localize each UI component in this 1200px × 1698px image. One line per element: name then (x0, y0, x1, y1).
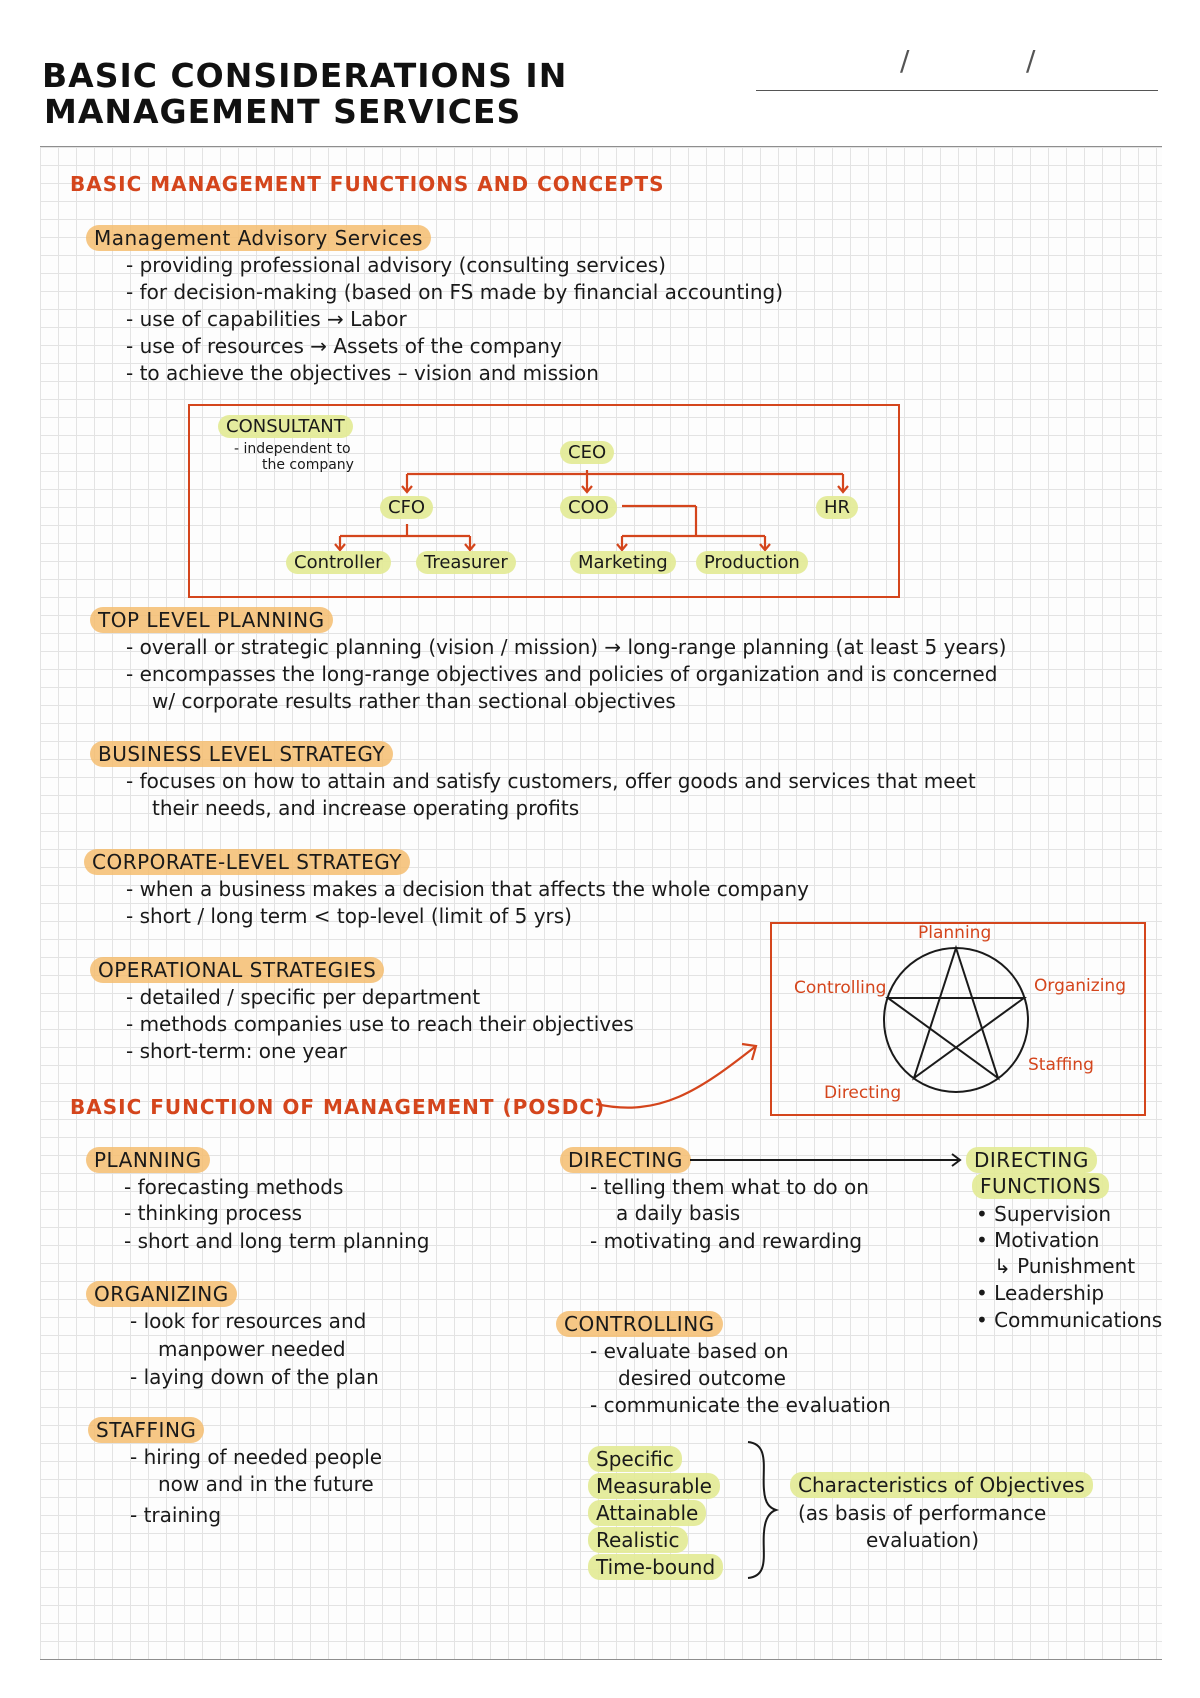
page-title-line-1: BASIC CONSIDERATIONS IN (42, 56, 568, 95)
directing-heading-text: DIRECTING (560, 1147, 691, 1173)
star-label-controlling: Controlling (794, 978, 887, 998)
directing-function-3: • Leadership (976, 1281, 1105, 1305)
controlling-heading-text: CONTROLLING (556, 1311, 723, 1337)
directing-line-2: a daily basis (616, 1201, 741, 1225)
org-consultant-label: CONSULTANT (218, 415, 353, 438)
corporate-level-line-1: - when a business makes a decision that affects the whole company (126, 877, 809, 901)
smart-attainable-text: Attainable (588, 1500, 706, 1526)
staffing-line-1: - hiring of needed people (130, 1445, 383, 1469)
org-hr-label: HR (816, 496, 858, 519)
mas-item-4: - use of resources → Assets of the company (126, 334, 562, 358)
mas-item-5: - to achieve the objectives – vision and mission (126, 361, 599, 385)
top-level-heading-text: TOP LEVEL PLANNING (90, 607, 333, 633)
top-level-line-2: - encompasses the long-range objectives and policies of organization and is concerned (126, 662, 998, 686)
planning-line-1: - forecasting methods (124, 1175, 344, 1199)
controlling-line-2: desired outcome (618, 1366, 786, 1390)
smart-realistic-text: Realistic (588, 1527, 688, 1553)
corporate-level-heading-text: CORPORATE-LEVEL STRATEGY (84, 849, 410, 875)
consultant-note-1: - independent to (234, 441, 351, 457)
mas-item-2: - for decision-making (based on FS made by financial accounting) (126, 280, 784, 304)
date-slash-1: / (900, 44, 910, 77)
smart-measurable-text: Measurable (588, 1473, 720, 1499)
consultant-note-2: the company (262, 457, 354, 473)
top-level-line-1: - overall or strategic planning (vision / mission) → long-range planning (at least 5 years) (126, 635, 1007, 659)
planning-line-2: - thinking process (124, 1201, 303, 1225)
directing-function-2-sub: ↳ Punishment (994, 1254, 1136, 1278)
business-level-heading-text: BUSINESS LEVEL STRATEGY (90, 741, 393, 767)
operational-line-1: - detailed / specific per department (126, 985, 481, 1009)
smart-time-bound-text: Time-bound (588, 1554, 723, 1580)
directing-functions-heading-2-text: FUNCTIONS (972, 1173, 1109, 1199)
org-coo-label: COO (560, 496, 617, 519)
star-label-staffing: Staffing (1028, 1055, 1094, 1075)
organizing-line-1: - look for resources and (130, 1309, 367, 1333)
star-label-directing: Directing (824, 1083, 902, 1103)
staffing-heading-text: STAFFING (88, 1417, 204, 1443)
smart-note-1: (as basis of performance (798, 1501, 1047, 1525)
organizing-line-3: - laying down of the plan (130, 1365, 379, 1389)
org-ceo-label: CEO (560, 441, 614, 464)
top-level-line-3: w/ corporate results rather than sectional objectives (152, 689, 676, 713)
mas-heading-text: Management Advisory Services (86, 225, 431, 251)
planning-heading-text: PLANNING (86, 1147, 210, 1173)
org-production-label: Production (696, 551, 808, 574)
staffing-line-2: now and in the future (158, 1472, 374, 1496)
operational-heading-text: OPERATIONAL STRATEGIES (90, 957, 384, 983)
smart-specific-text: Specific (588, 1446, 682, 1472)
mas-item-3: - use of capabilities → Labor (126, 307, 407, 331)
organizing-heading-text: ORGANIZING (86, 1281, 237, 1307)
org-treasurer-label: Treasurer (416, 551, 516, 574)
org-controller-label: Controller (286, 551, 391, 574)
star-label-planning: Planning (918, 923, 992, 943)
smart-note-2: evaluation) (866, 1528, 979, 1552)
directing-line-1: - telling them what to do on (590, 1175, 869, 1199)
controlling-line-1: - evaluate based on (590, 1339, 789, 1363)
directing-function-4: • Communications (976, 1308, 1163, 1332)
operational-line-2: - methods companies use to reach their objectives (126, 1012, 634, 1036)
planning-line-3: - short and long term planning (124, 1229, 430, 1253)
org-cfo-label: CFO (380, 496, 433, 519)
mas-item-1: - providing professional advisory (consulting services) (126, 253, 666, 277)
smart-label (790, 1472, 1093, 1499)
controlling-line-3: - communicate the evaluation (590, 1393, 891, 1417)
business-level-line-1: - focuses on how to attain and satisfy customers, offer goods and services that meet (126, 769, 976, 793)
staffing-line-3: - training (130, 1503, 222, 1527)
section-title-posdc: BASIC FUNCTION OF MANAGEMENT (POSDC) (70, 1095, 606, 1119)
smart-label-text: Characteristics of Objectives (790, 1472, 1093, 1498)
directing-function-2: • Motivation (976, 1228, 1100, 1252)
directing-function-1: • Supervision (976, 1202, 1112, 1226)
org-marketing-label: Marketing (570, 551, 676, 574)
operational-line-3: - short-term: one year (126, 1039, 347, 1063)
organizing-line-2: manpower needed (158, 1337, 346, 1361)
page-title-line-2: MANAGEMENT SERVICES (44, 92, 522, 131)
corporate-level-line-2: - short / long term < top-level (limit of 5 yrs) (126, 904, 572, 928)
star-label-organizing: Organizing (1034, 976, 1126, 996)
date-slash-2: / (1026, 44, 1036, 77)
section-title-management-functions: BASIC MANAGEMENT FUNCTIONS AND CONCEPTS (70, 172, 665, 196)
directing-functions-heading-1-text: DIRECTING (966, 1147, 1097, 1173)
directing-line-3: - motivating and rewarding (590, 1229, 863, 1253)
business-level-line-2: their needs, and increase operating profits (152, 796, 580, 820)
